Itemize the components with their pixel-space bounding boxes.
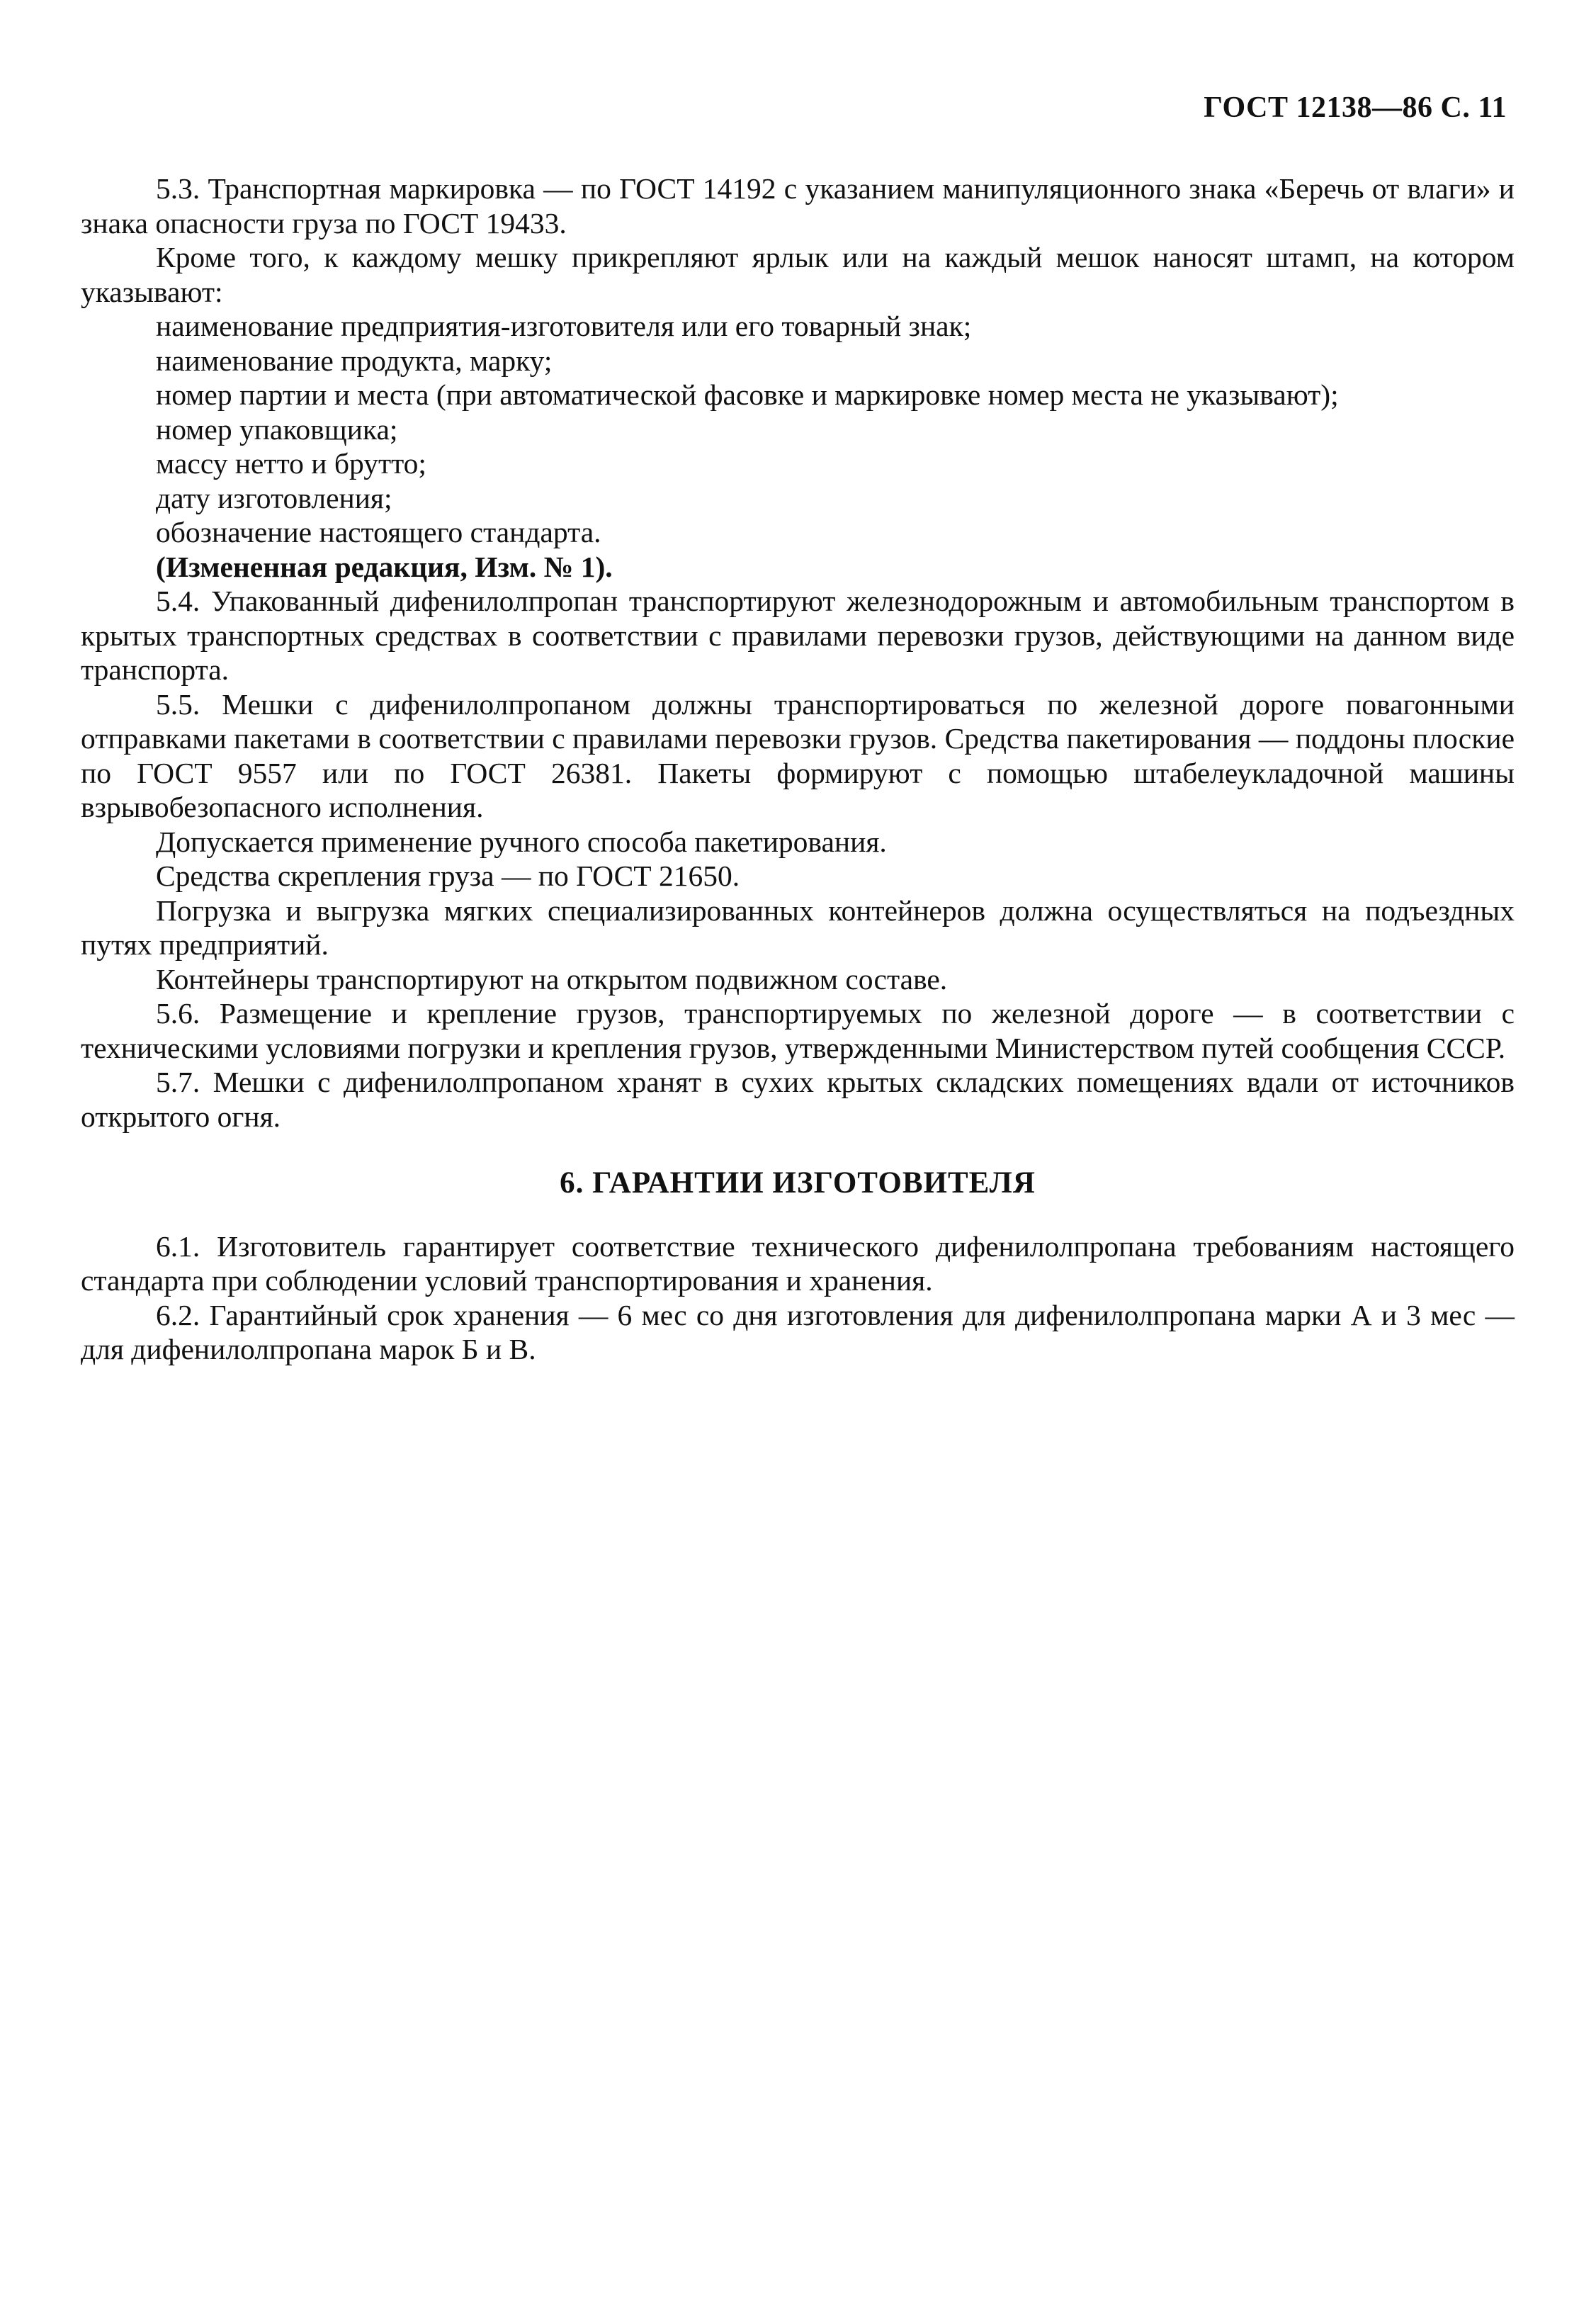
clause-5-6: 5.6. Размещение и крепление грузов, транспортируемых по железной дороге — в соответствии с техническими условиями погрузки и крепления грузов, утвержденными Министерством путей сообщения СССР.: [81, 997, 1515, 1064]
list-item: номер партии и места (при автоматической фасовке и маркировке номер места не указывают);: [156, 378, 1339, 411]
clause-5-4: 5.4. Упакованный дифенилолпропан транспортируют железнодорожным и автомобильным транспортом в крытых транспортных средствах в соответствии с правилами перевозки грузов, действующими на данном виде транспорта.: [81, 585, 1515, 686]
page-header: ГОСТ 12138—86 С. 11: [1204, 91, 1507, 124]
list-item: номер упаковщика;: [156, 412, 398, 446]
clause-6-1: 6.1. Изготовитель гарантирует соответствие технического дифенилолпропана требованиям настоящего стандарта при соблюдении условий транспортирования и хранения.: [81, 1229, 1515, 1297]
clause-5-3: 5.3. Транспортная маркировка — по ГОСТ 14192 с указанием манипуляционного знака «Беречь от влаги» и знака опасности груза по ГОСТ 19433.: [81, 172, 1515, 239]
revision-note: (Измененная редакция, Изм. № 1).: [156, 550, 613, 583]
clause-6-2: 6.2. Гарантийный срок хранения — 6 мес со дня изготовления для дифенилолпропана марки А и 3 мес — для дифенилолпропана марок Б и В.: [81, 1298, 1515, 1365]
clause-5-5: 5.5. Мешки с дифенилолпропаном должны транспортироваться по железной дороге повагонными отправками пакетами в соответствии с правилами перевозки грузов. Средства пакетирования — поддоны плоские по ГОСТ 9557 или по ГОСТ 26381. Пакеты формируют с помощью штабелеукладочной машины взрывобезопасного исполнения.: [81, 687, 1515, 823]
clause-5-7: 5.7. Мешки с дифенилолпропаном хранят в сухих крытых складских помещениях вдали от источников открытого огня.: [81, 1066, 1515, 1133]
list-item: обозначение настоящего стандарта.: [156, 516, 601, 548]
clause-5-5-manual: Допускается применение ручного способа пакетирования.: [156, 825, 887, 858]
label-items-list: [81, 309, 1515, 550]
label-intro: Кроме того, к каждому мешку прикрепляют ярлык или на каждый мешок наносят штамп, на котором указывают:: [81, 241, 1515, 308]
list-item: дату изготовления;: [156, 481, 392, 514]
clause-5-5-loading: Погрузка и выгрузка мягких специализированных контейнеров должна осуществляться на подъездных путях предприятий.: [81, 893, 1515, 961]
list-item: наименование продукта, марку;: [156, 344, 553, 377]
document-body: [81, 171, 1515, 1367]
section-title: 6. ГАРАНТИИ ИЗГОТОВИТЕЛЯ: [560, 1166, 1036, 1200]
clause-5-5-containers: Контейнеры транспортируют на открытом подвижном составе.: [156, 962, 948, 996]
list-item: наименование предприятия-изготовителя или его товарный знак;: [156, 310, 972, 342]
list-item: массу нетто и брутто;: [156, 447, 426, 480]
clause-5-5-fixing: Средства скрепления груза — по ГОСТ 21650.: [156, 859, 740, 892]
